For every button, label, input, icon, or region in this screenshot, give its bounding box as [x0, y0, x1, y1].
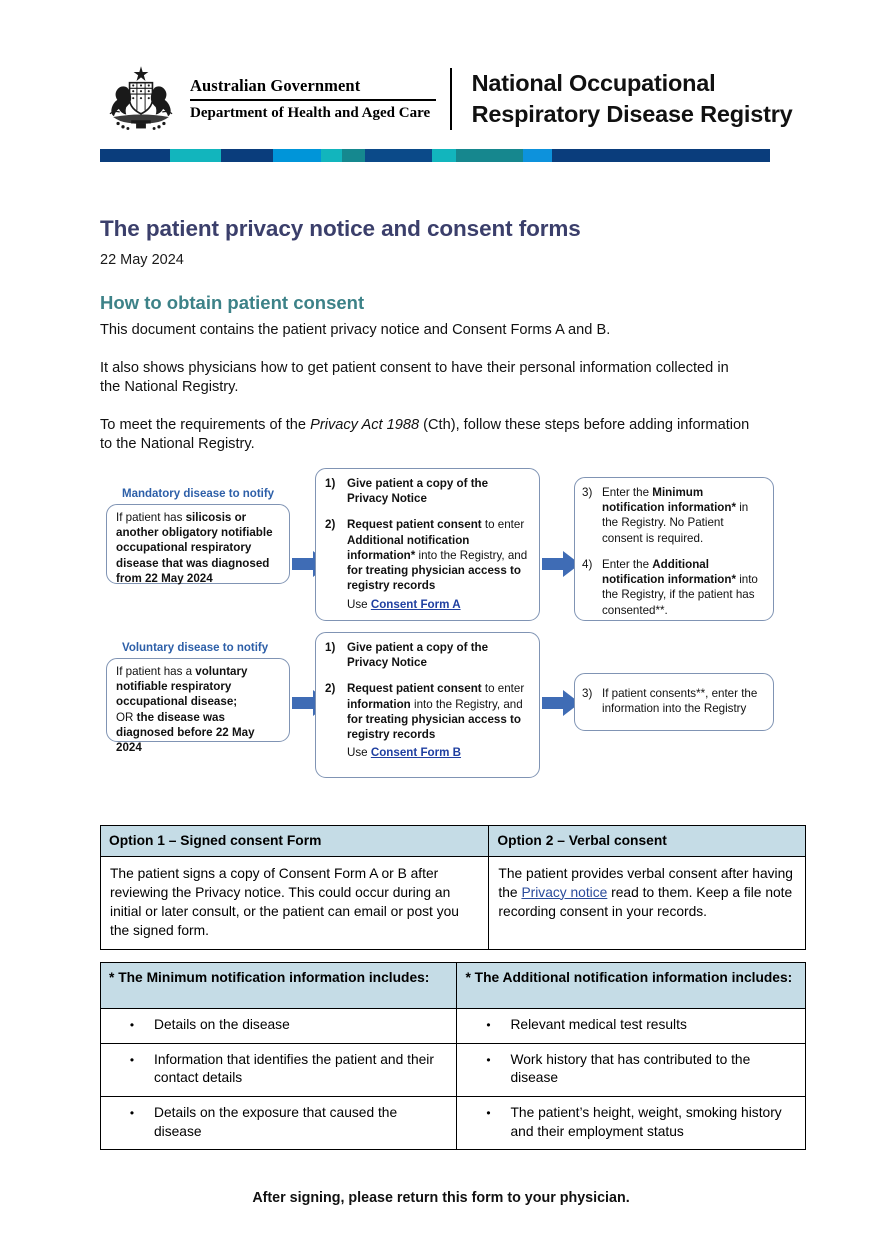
flow-row1-condition-box: [106, 504, 290, 584]
row2-step-1-text: Give patient a copy of the Privacy Notice: [347, 641, 489, 670]
row2-step-2-bold1: Request patient consent: [347, 682, 482, 696]
masthead-vertical-divider: [450, 68, 452, 130]
options-header-row: [101, 826, 806, 857]
row2-step-2-number: 2): [325, 682, 336, 696]
row2-step-2-mid2: into the Registry, and: [410, 697, 523, 711]
consent-form-a-link[interactable]: Consent Form A: [370, 597, 461, 611]
row2-condition-pre: If patient has a: [116, 665, 196, 678]
row1-condition-bold: silicosis or another obligatory notifiable occupational respiratory disease that was diagnosed from 22 May 2024: [116, 511, 273, 585]
footer-note: After signing, please return this form to your physician.: [252, 1190, 630, 1206]
row1-step-2-bold3: for treating physician access to registry records: [347, 564, 521, 593]
flow-row2-outcome-box: [574, 673, 774, 731]
australian-coat-of-arms-icon: [100, 63, 182, 135]
color-bar-segment-5: [321, 149, 342, 162]
row1-step-1-number: 1): [325, 477, 336, 490]
consent-options-table: [100, 825, 806, 950]
notification-header-row: [101, 963, 806, 1009]
row2-consent-form-line: [325, 745, 530, 760]
color-bar-segment-7: [365, 149, 432, 162]
bullet-icon: •: [486, 1018, 491, 1032]
registry-line2: Respiratory Disease Registry: [471, 101, 793, 127]
flow-row2-label: Voluntary disease to notify: [122, 642, 269, 654]
row1-outcomes-list: [582, 485, 764, 618]
additional-info-item-2: [457, 1043, 806, 1096]
row1-step-1: [325, 476, 530, 506]
minimum-info-item-2-text: Information that identifies the patient and their contact details: [154, 1051, 434, 1086]
masthead: [100, 58, 793, 140]
privacy-notice-link[interactable]: Privacy notice: [521, 884, 608, 900]
minimum-info-item-3-text: Details on the exposure that caused the disease: [154, 1104, 398, 1139]
minimum-info-item-2: [101, 1043, 457, 1096]
bullet-icon: •: [129, 1052, 135, 1067]
row2-step-1: [325, 640, 530, 670]
notification-information-table: [100, 962, 806, 1150]
consent-form-b-link[interactable]: Consent Form B: [370, 746, 462, 760]
row1-step-1-text: Give patient a copy of the Privacy Notice: [347, 477, 489, 506]
row1-outcome-3-bold: Minimum notification information*: [602, 486, 736, 515]
option1-cell: The patient signs a copy of Consent Form A or B after reviewing the Privacy notice. This could occur during an initial or later consult, or the patient can email or post you the signed form.: [101, 856, 489, 949]
row1-steps-list: [325, 476, 530, 594]
intro-paragraph-3: [100, 416, 750, 455]
additional-info-header: * The Additional notification information includes:: [457, 963, 806, 1009]
color-bar-segment-11: [552, 149, 770, 162]
document-date: 22 May 2024: [100, 252, 184, 268]
additional-info-item-3: [457, 1096, 806, 1149]
row2-step-2-mid1: to enter: [481, 682, 525, 696]
government-line1: Australian Government: [190, 75, 361, 95]
row1-outcome-4-number: 4): [582, 557, 593, 571]
row1-step-2-bold1: Request patient consent: [347, 518, 482, 532]
row1-step-2-number: 2): [325, 518, 336, 532]
row2-outcome-3: [582, 686, 764, 716]
color-bar-segment-6: [342, 149, 365, 162]
wordmark-divider: [190, 99, 436, 100]
row2-steps-list: [325, 640, 530, 742]
row1-outcome-3-pre: Enter the: [602, 486, 653, 499]
government-line2: Department of Health and Aged Care: [190, 104, 431, 121]
row2-outcome-3-text: If patient consents**, enter the information into the Registry: [602, 687, 758, 716]
row2-use-label: Use: [347, 746, 371, 760]
row1-step-2-mid1: to enter: [481, 518, 525, 532]
row1-use-label: Use: [347, 597, 371, 611]
registry-line1: National Occupational: [471, 70, 716, 97]
option2-cell: [489, 856, 806, 949]
consent-flowchart: [100, 462, 790, 784]
row1-condition-pre: If patient has: [116, 511, 186, 524]
row2-condition-or-bold: the disease was diagnosed before 22 May 2024: [116, 710, 255, 755]
row1-outcome-4-bold: Additional notification information*: [602, 557, 736, 587]
additional-info-item-3-text: The patient’s height, weight, smoking history and their employment status: [510, 1104, 782, 1139]
bullet-icon: •: [129, 1018, 135, 1032]
flow-row1-outcome-box: [574, 477, 774, 621]
page-title: The patient privacy notice and consent forms: [100, 216, 581, 241]
color-bar-segment-4: [273, 149, 321, 162]
color-bar-segment-10: [523, 149, 552, 162]
flow-row1-label: Mandatory disease to notify: [122, 488, 275, 500]
registry-wordmark: [472, 68, 793, 129]
row1-outcome-3-number: 3): [582, 486, 593, 499]
row1-outcome-4: [582, 557, 764, 618]
row1-consent-form-line: [325, 597, 530, 612]
row2-outcomes-list: [582, 686, 764, 716]
intro-paragraph-2: It also shows physicians how to get patient consent to have their personal information collected in the National Registry.: [100, 360, 729, 396]
minimum-info-item-1: [101, 1009, 457, 1044]
row1-step-2: [325, 517, 530, 593]
row2-step-2-bold3: for treating physician access to registry records: [347, 712, 521, 742]
row1-outcome-3-post: in the Registry. No Patient consent is required.: [602, 501, 749, 545]
color-bar-segment-8: [432, 149, 456, 162]
paragraph-3-pre: To meet the requirements of the: [100, 417, 311, 433]
bullet-icon: •: [129, 1105, 135, 1120]
option2-cell-pre: The patient provides verbal consent after having the: [498, 865, 793, 900]
paragraph-3-post: (Cth), follow these steps before adding information to the National Registry.: [100, 417, 750, 453]
intro-paragraph-1: This document contains the patient privacy notice and Consent Forms A and B.: [100, 322, 611, 338]
option1-header: Option 1 – Signed consent Form: [101, 826, 489, 857]
additional-info-item-2-text: Work history that has contributed to the disease: [510, 1051, 751, 1086]
row1-step-2-mid2: into the Registry, and: [415, 548, 528, 562]
row2-condition-or-pre: OR: [116, 710, 137, 724]
color-bar-segment-1: [100, 149, 170, 162]
minimum-info-item-3: [101, 1096, 457, 1149]
row1-outcome-4-pre: Enter the: [602, 557, 653, 571]
options-body-row: [101, 856, 806, 949]
row2-step-1-number: 1): [325, 641, 336, 654]
color-bar-segment-9: [456, 149, 523, 162]
table-row: [101, 1096, 806, 1149]
flow-row2-steps-box: [315, 632, 540, 778]
minimum-info-item-1-text: Details on the disease: [154, 1017, 290, 1032]
row1-step-2-bold2: Additional notification information*: [347, 533, 470, 562]
bullet-icon: •: [486, 1105, 491, 1120]
table-row: [101, 1043, 806, 1096]
option2-header: Option 2 – Verbal consent: [489, 826, 806, 857]
row2-condition-bold: voluntary notifiable respiratory occupational disease;: [116, 665, 248, 709]
section-heading: How to obtain patient consent: [100, 292, 365, 313]
option2-cell-post: read to them. Keep a file note recording consent in your records.: [498, 884, 793, 919]
flow-row1-steps-box: [315, 468, 540, 621]
brand-color-bar: [100, 149, 770, 162]
row2-outcome-3-number: 3): [582, 687, 593, 700]
row2-step-2: [325, 681, 530, 742]
government-wordmark: [190, 76, 436, 123]
additional-info-item-1-text: Relevant medical test results: [510, 1017, 687, 1032]
privacy-act-citation: Privacy Act 1988: [310, 417, 420, 433]
table-row: [101, 1009, 806, 1044]
color-bar-segment-2: [170, 149, 221, 162]
row1-outcome-4-post: into the Registry, if the patient has consented**.: [602, 573, 758, 617]
row1-outcome-3: [582, 485, 764, 546]
minimum-info-header: * The Minimum notification information includes:: [101, 963, 457, 1009]
color-bar-segment-3: [221, 149, 273, 162]
flow-row2-condition-box: [106, 658, 290, 755]
row2-step-2-bold2: information: [347, 697, 411, 711]
bullet-icon: •: [486, 1052, 491, 1067]
additional-info-item-1: [457, 1009, 806, 1044]
